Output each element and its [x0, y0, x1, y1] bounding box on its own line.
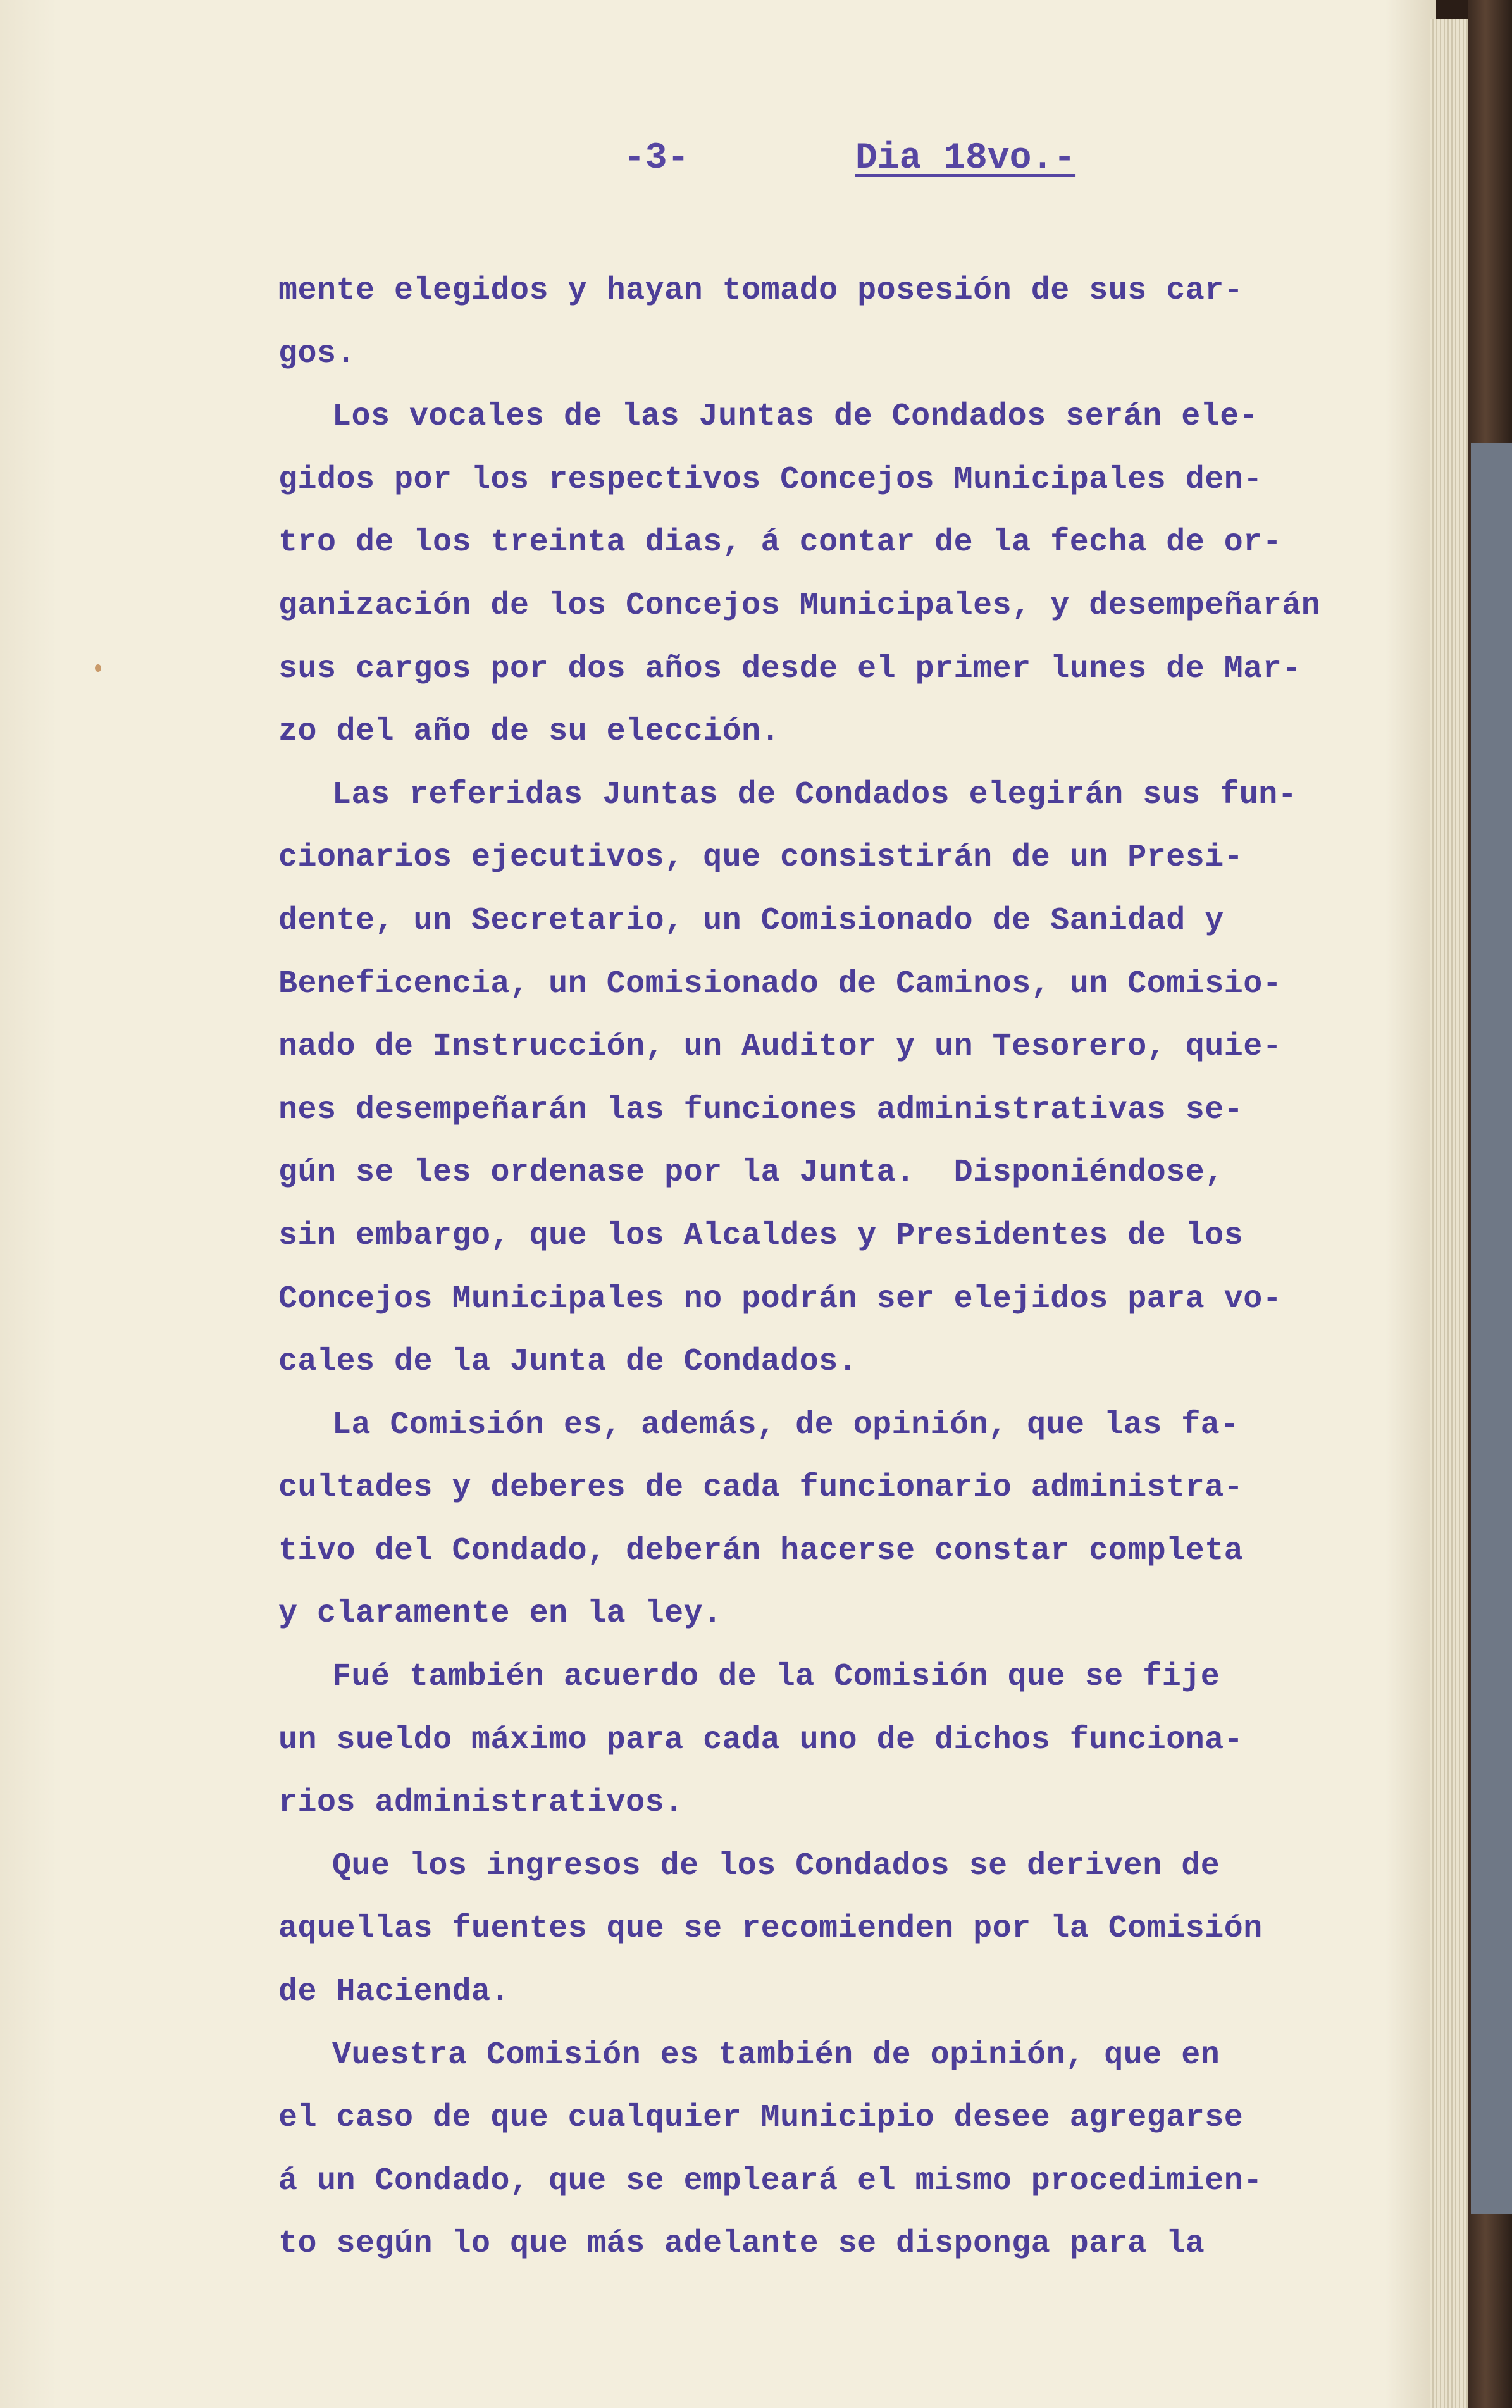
text-line: zo del año de su elección.: [278, 714, 781, 750]
text-line: un sueldo máximo para cada uno de dichos funciona-: [278, 1722, 1244, 1758]
text-line: Vuestra Comisión es también de opinión, que en: [332, 2037, 1220, 2073]
text-line: Los vocales de las Juntas de Condados serán ele-: [332, 399, 1259, 435]
text-line: y claramente en la ley.: [278, 1596, 722, 1632]
page-edges: [1430, 19, 1468, 2408]
page-number: -3-: [623, 138, 690, 179]
text-line: tivo del Condado, deberán hacerse constar completa: [278, 1532, 1244, 1569]
text-line: el caso de que cualquier Municipio desee agregarse: [278, 2100, 1244, 2137]
text-line: de Hacienda.: [278, 1974, 511, 2011]
spine-cloth: [1471, 443, 1512, 2214]
text-line: cales de la Junta de Condados.: [278, 1344, 858, 1381]
text-line: sin embargo, que los Alcaldes y Presidentes de los: [278, 1217, 1244, 1254]
text-line: cultades y deberes de cada funcionario administra-: [278, 1470, 1244, 1506]
text-line: Que los ingresos de los Condados se deriven de: [332, 1847, 1220, 1884]
text-line: ganización de los Concejos Municipales, y desempeñarán: [278, 587, 1321, 624]
text-line: nes desempeñarán las funciones administrativas se-: [278, 1091, 1244, 1128]
text-line: sus cargos por dos años desde el primer lunes de Mar-: [278, 650, 1301, 687]
document-body: [278, 259, 1341, 2276]
text-line: Fué también acuerdo de la Comisión que se fije: [332, 1659, 1220, 1696]
text-line: tro de los treinta dias, á contar de la fecha de or-: [278, 524, 1282, 561]
text-line: Las referidas Juntas de Condados elegirán sus fun-: [332, 776, 1298, 813]
text-line: cionarios ejecutivos, que consistirán de un Presi-: [278, 840, 1244, 876]
paper-spot: [95, 664, 101, 672]
text-line: rios administrativos.: [278, 1785, 684, 1822]
text-line: Beneficencia, un Comisionado de Caminos, un Comisio-: [278, 965, 1282, 1002]
text-line: gidos por los respectivos Concejos Municipales den-: [278, 461, 1263, 498]
text-line: gún se les ordenase por la Junta. Disponiéndose,: [278, 1155, 1224, 1191]
text-line: á un Condado, que se empleará el mismo procedimien-: [278, 2163, 1263, 2199]
page-header: [0, 138, 1436, 189]
text-line: aquellas fuentes que se recomienden por la Comisión: [278, 1911, 1263, 1947]
text-line: nado de Instrucción, un Auditor y un Tesorero, quie-: [278, 1029, 1282, 1065]
text-line: dente, un Secretario, un Comisionado de Sanidad y: [278, 902, 1224, 939]
text-line: La Comisión es, además, de opinión, que las fa-: [332, 1406, 1239, 1443]
text-line: Concejos Municipales no podrán ser elejidos para vo-: [278, 1281, 1282, 1317]
text-line: mente elegidos y hayan tomado posesión de sus car-: [278, 273, 1244, 309]
text-line: gos.: [278, 335, 356, 372]
day-label: Dia 18vo.-: [855, 138, 1076, 179]
text-line: to según lo que más adelante se disponga para la: [278, 2226, 1205, 2262]
